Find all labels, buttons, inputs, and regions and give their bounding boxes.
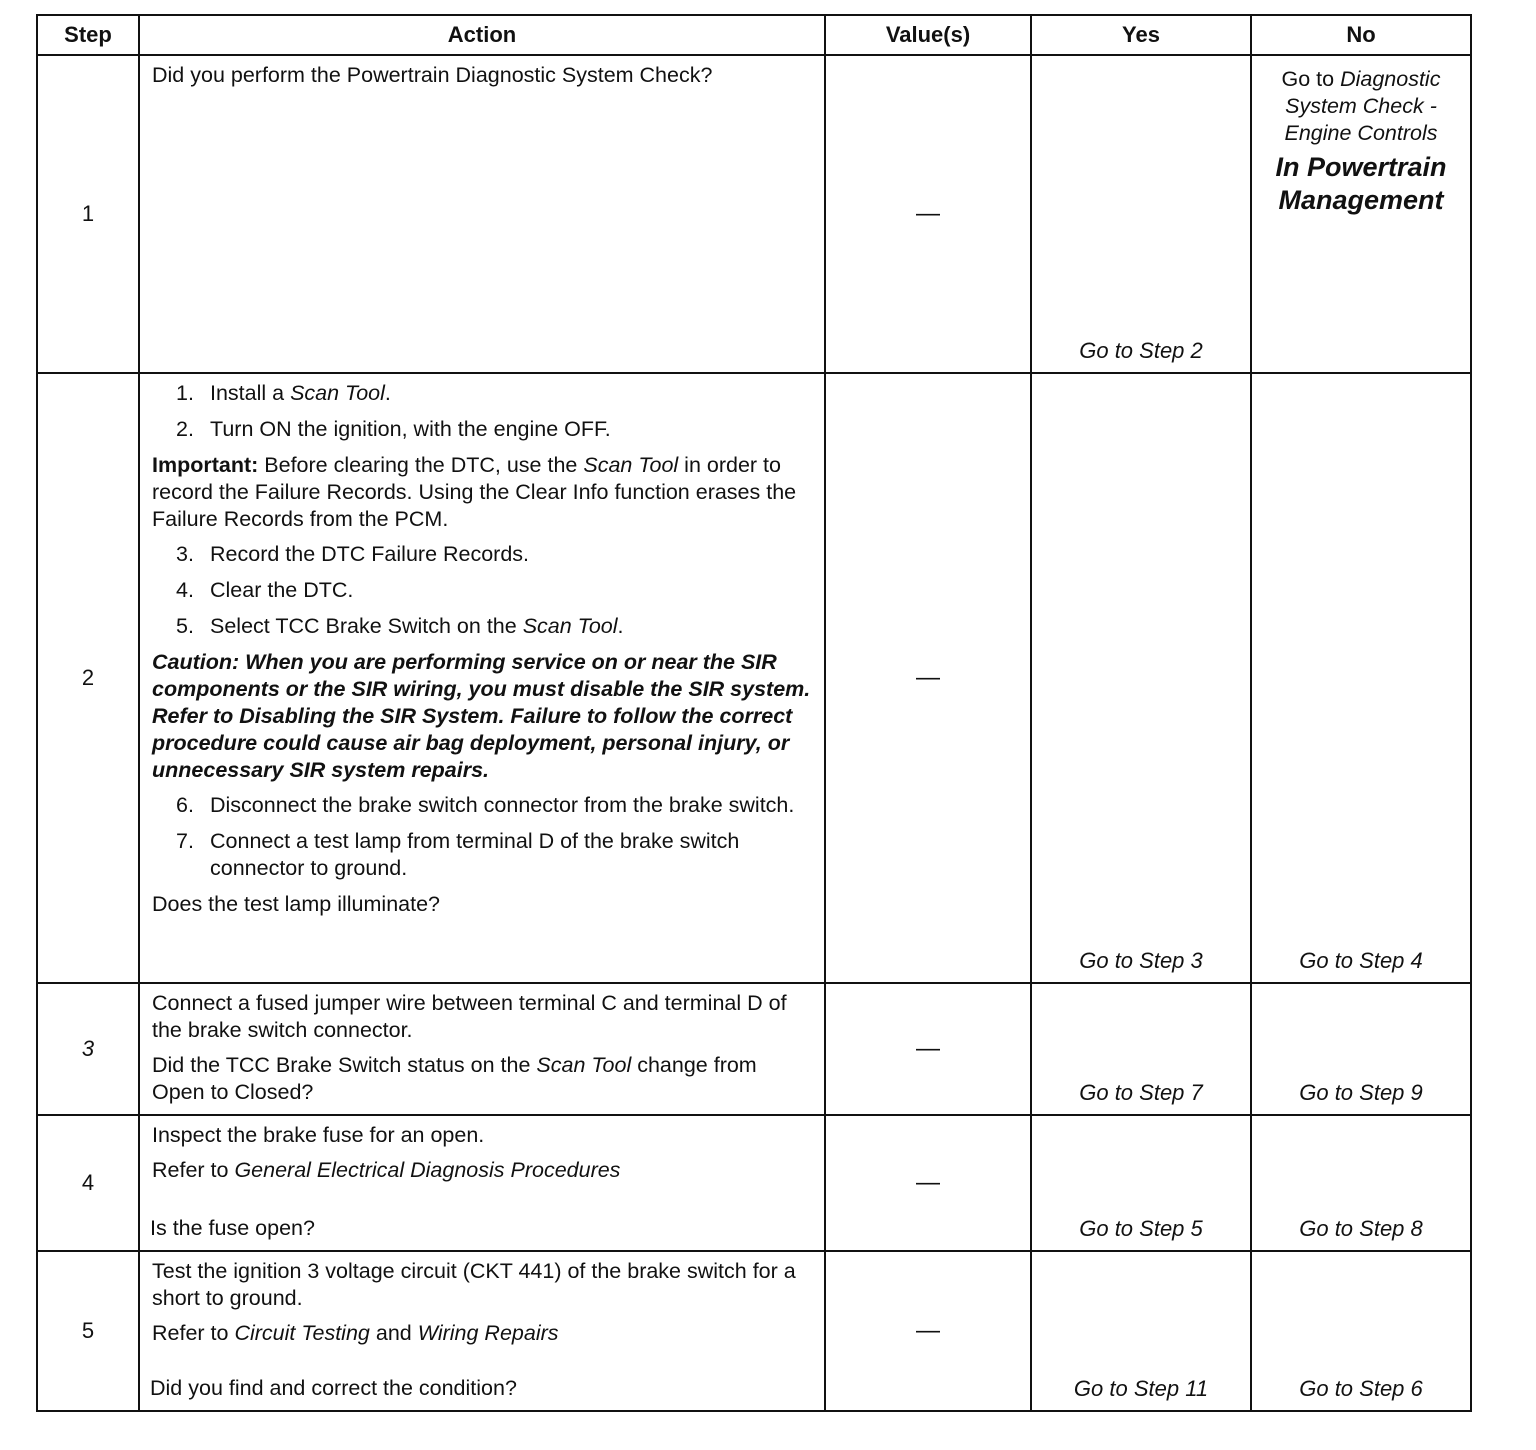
- instruction: Connect a fused jumper wire between terminal C and terminal D of the brake switch connector.: [152, 991, 787, 1042]
- table-row-step-4: [37, 1115, 1471, 1251]
- table-row-step-1: [37, 55, 1471, 373]
- question: Is the fuse open?: [150, 1216, 315, 1240]
- reference-link[interactable]: Wiring Repairs: [417, 1321, 559, 1345]
- reference-link[interactable]: Circuit Testing: [234, 1321, 370, 1345]
- no-cell: [1251, 373, 1471, 983]
- value-cell: —: [825, 1251, 1031, 1411]
- no-cell: [1251, 55, 1471, 373]
- question: Did you find and correct the condition?: [150, 1376, 517, 1400]
- reference: Refer to General Electrical Diagnosis Procedures: [152, 1158, 621, 1182]
- diagnostic-table: [36, 14, 1472, 1412]
- header-yes: Yes: [1031, 15, 1251, 55]
- step-number: 4: [37, 1115, 139, 1251]
- table-row-step-3: [37, 983, 1471, 1115]
- action-text: [140, 56, 824, 105]
- yes-goto-link[interactable]: Go to Step 5: [1079, 1216, 1203, 1241]
- no-goto-link[interactable]: Go to Step 6: [1299, 1376, 1423, 1401]
- step-number: 2: [37, 373, 139, 983]
- action-text: [140, 374, 824, 926]
- value-cell: —: [825, 1115, 1031, 1251]
- action-cell: [139, 1251, 825, 1411]
- yes-goto-link[interactable]: Go to Step 2: [1079, 338, 1203, 363]
- action-text: [140, 984, 824, 1114]
- instruction: Test the ignition 3 voltage circuit (CKT 441) of the brake switch for a short to ground.: [152, 1259, 796, 1310]
- no-reference[interactable]: [1252, 56, 1470, 217]
- header-action: Action: [139, 15, 825, 55]
- header-step: Step: [37, 15, 139, 55]
- list-item: 1. Install a Scan Tool.: [176, 381, 391, 405]
- action-cell: [139, 983, 825, 1115]
- no-cell: [1251, 1115, 1471, 1251]
- action-cell: [139, 373, 825, 983]
- value-cell: —: [825, 373, 1031, 983]
- action-cell: [139, 1115, 825, 1251]
- action-text: [140, 1116, 824, 1240]
- step-number: 3: [37, 983, 139, 1115]
- table-row-step-5: [37, 1251, 1471, 1411]
- no-goto-link[interactable]: Go to Step 4: [1299, 948, 1423, 973]
- yes-cell: [1031, 1115, 1251, 1251]
- no-cell: [1251, 1251, 1471, 1411]
- action-cell: [139, 55, 825, 373]
- value-cell: —: [825, 55, 1031, 373]
- reference-link[interactable]: General Electrical Diagnosis Procedures: [234, 1158, 621, 1182]
- list-item: 2. Turn ON the ignition, with the engine OFF.: [176, 417, 611, 441]
- no-link[interactable]: Diagnostic System Check - Engine Controls: [1284, 67, 1441, 145]
- no-goto-link[interactable]: Go to Step 8: [1299, 1216, 1423, 1241]
- question: Did the TCC Brake Switch status on the Scan Tool change from Open to Closed?: [152, 1053, 757, 1104]
- no-goto-link[interactable]: Go to Step 9: [1299, 1080, 1423, 1105]
- step-number: 1: [37, 55, 139, 373]
- list-item: 5. Select TCC Brake Switch on the Scan Tool.: [176, 614, 624, 638]
- header-values: Value(s): [825, 15, 1031, 55]
- list-item: 7. Connect a test lamp from terminal D of the brake switch connector to ground.: [176, 829, 740, 880]
- reference: Refer to Circuit Testing and Wiring Repairs: [152, 1321, 559, 1345]
- yes-cell: [1031, 983, 1251, 1115]
- header-row: [37, 15, 1471, 55]
- step-number: 5: [37, 1251, 139, 1411]
- list-item: 6. Disconnect the brake switch connector from the brake switch.: [176, 793, 795, 817]
- question: Does the test lamp illuminate?: [152, 892, 441, 916]
- yes-cell: [1031, 373, 1251, 983]
- yes-cell: [1031, 55, 1251, 373]
- instruction: Inspect the brake fuse for an open.: [152, 1123, 485, 1147]
- yes-goto-link[interactable]: Go to Step 3: [1079, 948, 1203, 973]
- no-prefix: Go to: [1281, 67, 1341, 91]
- important-note: Important: Before clearing the DTC, use the Scan Tool in order to record the Failure Records. Using the Clear Info function erases the Failure Records from the PCM.: [152, 453, 797, 531]
- yes-cell: [1031, 1251, 1251, 1411]
- caution-note: Caution: When you are performing service on or near the SIR components or the SIR wiring, you must disable the SIR system. Refer to Disabling the SIR System. Failure to follow the correct procedure could cause air bag deployment, personal injury, or unnecessary SIR system repairs.: [152, 650, 811, 782]
- list-item: 3. Record the DTC Failure Records.: [176, 542, 530, 566]
- list-item: 4. Clear the DTC.: [176, 578, 354, 602]
- table-row-step-2: [37, 373, 1471, 983]
- action-text: [140, 1252, 824, 1400]
- header-no: No: [1251, 15, 1471, 55]
- yes-goto-link[interactable]: Go to Step 11: [1073, 1376, 1209, 1401]
- no-extra: In Powertrain Management: [1275, 152, 1447, 215]
- question: Did you perform the Powertrain Diagnostic System Check?: [152, 63, 713, 87]
- no-cell: [1251, 983, 1471, 1115]
- yes-goto-link[interactable]: Go to Step 7: [1079, 1080, 1203, 1105]
- value-cell: —: [825, 983, 1031, 1115]
